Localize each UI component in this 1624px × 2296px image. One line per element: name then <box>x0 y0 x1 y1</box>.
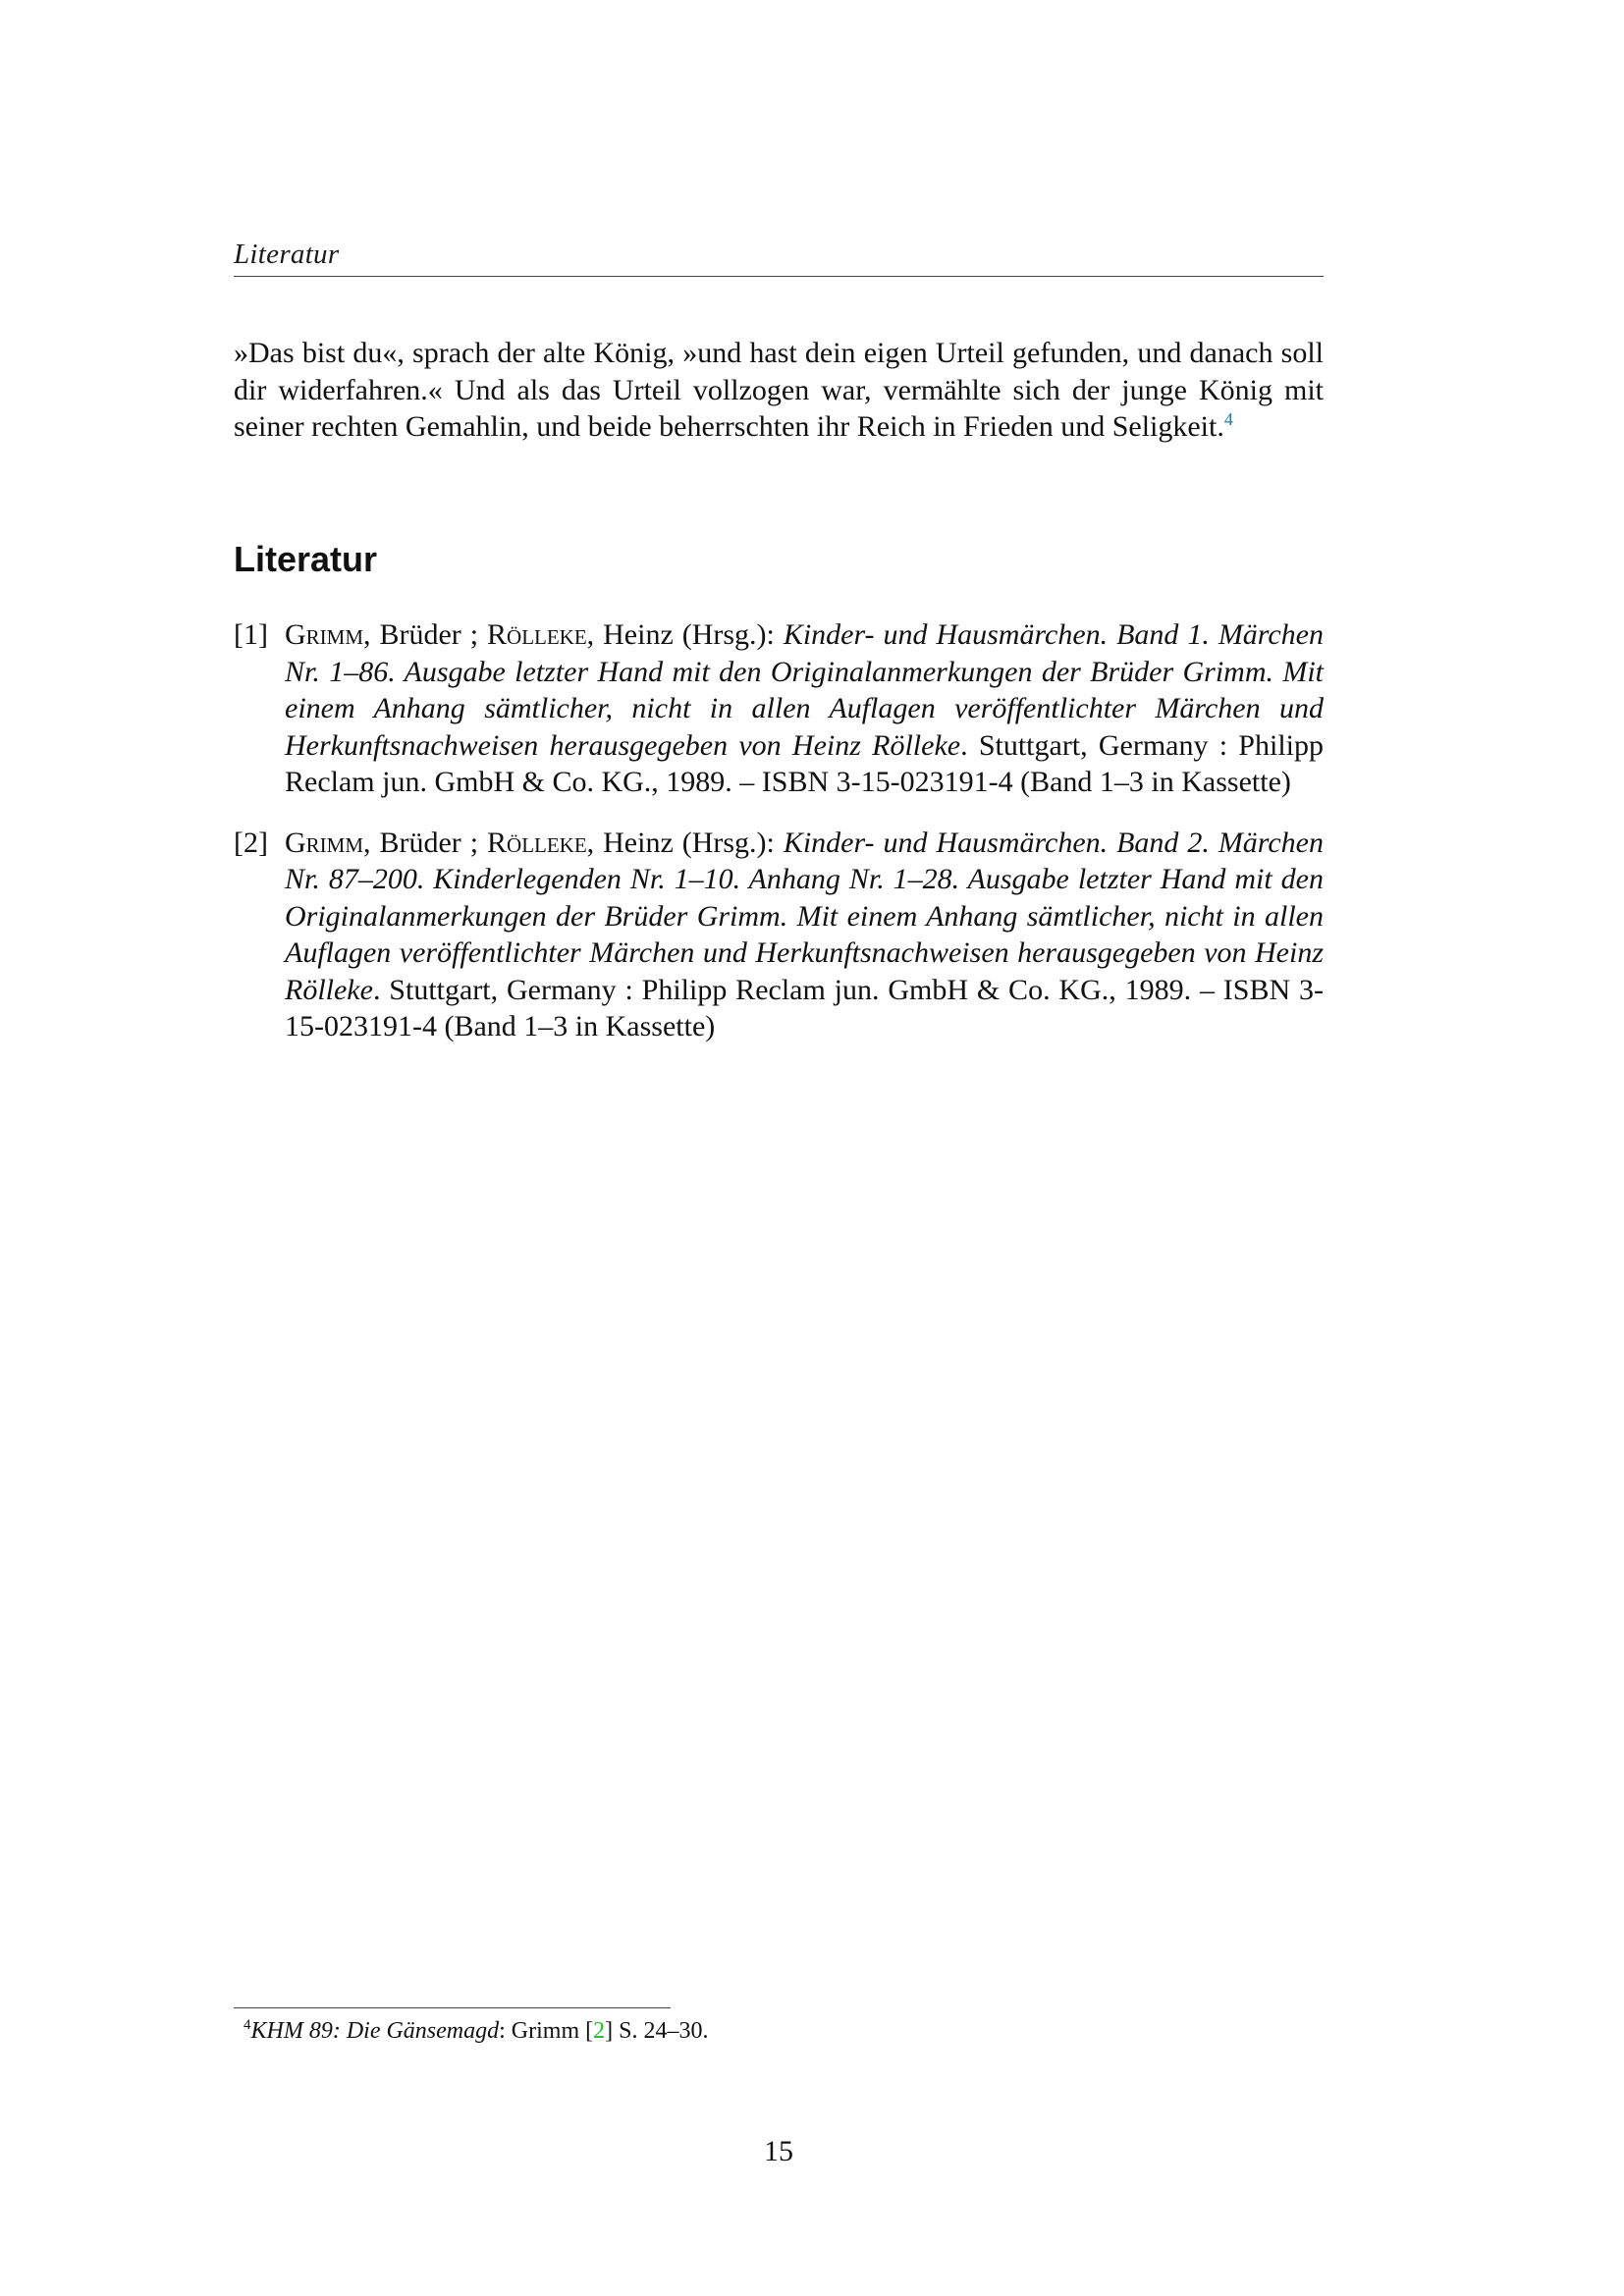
author-surname: Grimm <box>285 618 364 651</box>
publisher-info: . Stuttgart, Germany : Philipp Reclam jun. GmbH & Co. KG., 1989. – ISBN 3-15-023191-4 (Band 1–3 in Kassette) <box>285 728 1324 798</box>
section-heading: Literatur <box>234 539 378 579</box>
author-surname: Grimm <box>285 826 364 859</box>
story-paragraph <box>234 335 1324 446</box>
footnote <box>234 2016 1333 2046</box>
footnote-text-after: ] S. 24–30. <box>605 2018 709 2044</box>
work-title: Kinder- und Hausmärchen. Band 1. Märchen Nr. 1–86. Ausgabe letzter Hand mit den Originalanmerkungen der Brüder Grimm. Mit einem Anhang sämtlicher, nicht in allen Auflagen veröffentlichter Märchen und Herkunftsnachweisen herausgegeben von Heinz Rölleke <box>285 618 1325 762</box>
footnote-text-before: : Grimm [ <box>499 2018 594 2044</box>
editor-given: , Heinz (Hrsg.): <box>586 618 784 651</box>
editor-surname: Rölleke <box>487 826 587 859</box>
footnote-rule <box>234 2007 671 2008</box>
work-title: Kinder- und Hausmärchen. Band 2. Märchen Nr. 87–200. Kinderlegenden Nr. 1–10. Anhang Nr. 1–28. Ausgabe letzter Hand mit den Originalanmerkungen der Brüder Grimm. Mit einem Anhang sämtlicher, nicht in allen Auflagen veröffentlichter Märchen und Herkunftsnachweisen herausgegeben von Heinz Rölleke <box>285 826 1325 1006</box>
footnote-number: 4 <box>244 2017 251 2033</box>
entry-label: [2] <box>234 826 268 859</box>
publisher-info: . Stuttgart, Germany : Philipp Reclam jun. GmbH & Co. KG., 1989. – ISBN 3-15-023191-4 (Band 1–3 in Kassette) <box>285 973 1324 1042</box>
author-given: , Brüder ; <box>363 618 488 651</box>
bibliography-list <box>234 616 1324 1069</box>
citation-link[interactable]: 2 <box>593 2018 606 2044</box>
bibliography-entry <box>234 825 1324 1045</box>
editor-given: , Heinz (Hrsg.): <box>586 826 784 859</box>
author-given: , Brüder ; <box>363 826 488 859</box>
paragraph-text: »Das bist du«, sprach der alte König, »und hast dein eigen Urteil gefunden, und danach soll dir widerfahren.« Und als das Urteil vollzogen war, vermählte sich der junge König mit seiner rechten Gemahlin, und beide beherrschten ihr Reich in Frieden und Seligkeit. <box>234 337 1324 443</box>
footnote-reference-link[interactable]: 4 <box>1223 409 1233 429</box>
editor-surname: Rölleke <box>487 618 587 651</box>
header-rule <box>234 276 1324 277</box>
entry-label: [1] <box>234 618 268 651</box>
bibliography-entry <box>234 616 1324 801</box>
page-number: 15 <box>764 2135 793 2167</box>
running-header: Literatur <box>234 239 340 270</box>
footnote-title: KHM 89: Die Gänsemagd <box>250 2018 500 2044</box>
